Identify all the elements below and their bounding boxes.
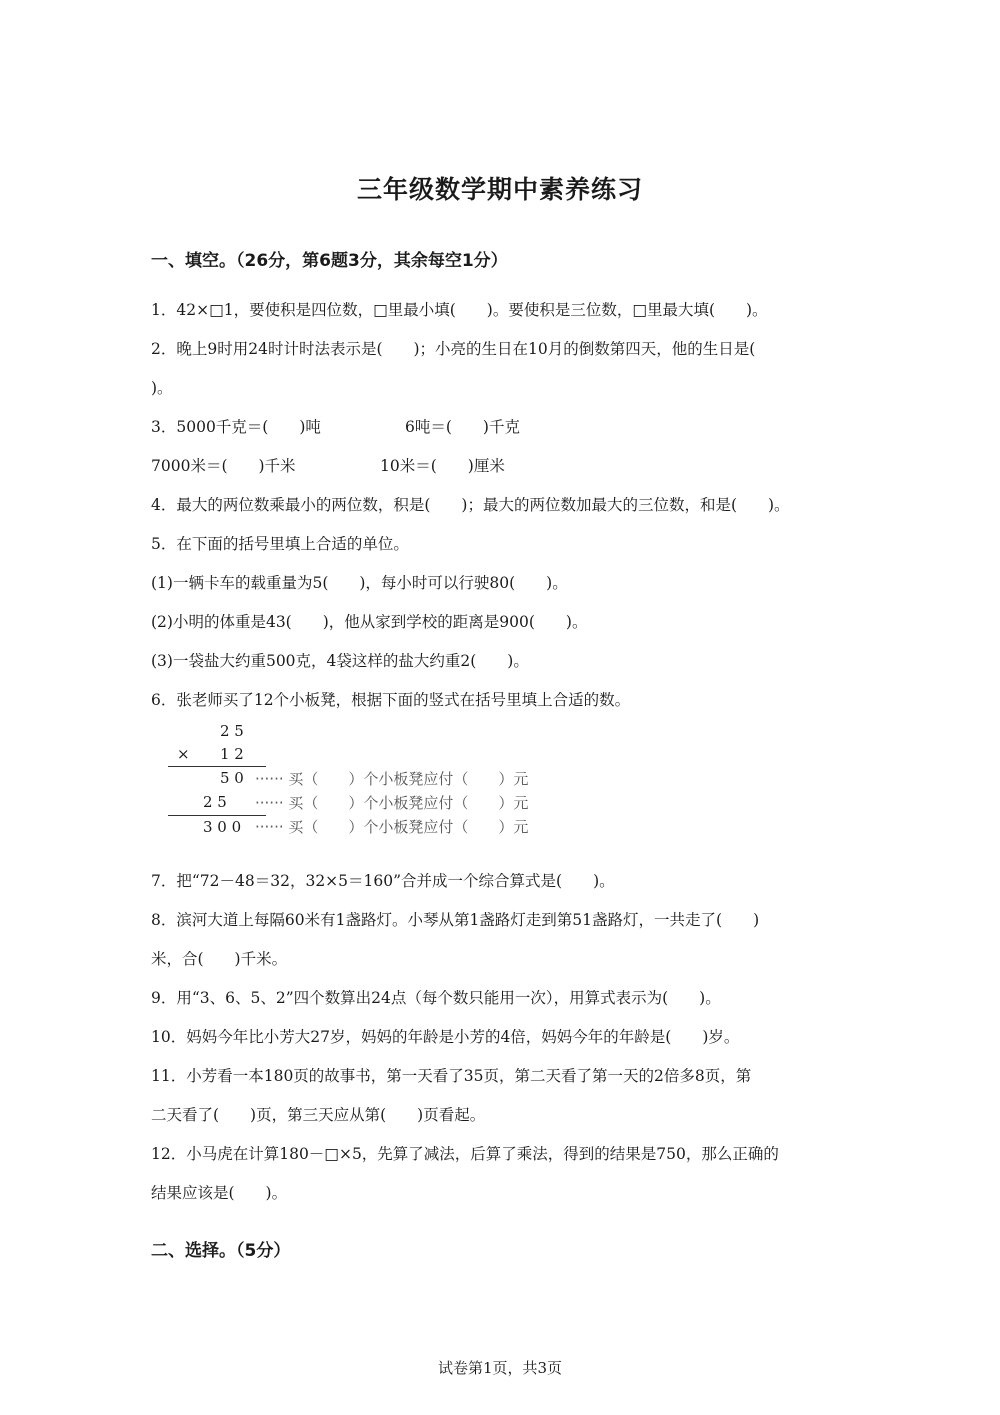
calc-row-multiplicand: 2 5: [220, 722, 244, 740]
question-5-2: (2)小明的体重是43( )，他从家到学校的距离是900( )。: [151, 613, 588, 631]
question-3-b: 6吨＝( )千克: [405, 418, 520, 436]
question-8-cont: 米，合( )千米。: [151, 950, 288, 968]
section-heading-choice: 二、选择。（5分）: [151, 1241, 291, 1261]
question-7: 7．把“72－48＝32，32×5＝160”合并成一个综合算式是( )。: [151, 872, 615, 890]
question-2-cont: )。: [151, 379, 173, 397]
question-1: 1．42×□1，要使积是四位数，□里最小填( )。要使积是三位数，□里最大填( )。: [151, 301, 768, 319]
calc-rule-1: [168, 766, 266, 767]
question-10: 10．妈妈今年比小芳大27岁，妈妈的年龄是小芳的4倍，妈妈今年的年龄是( )岁。: [151, 1028, 740, 1046]
question-3-d: 10米＝( )厘米: [380, 457, 505, 475]
question-6: 6．张老师买了12个小板凳，根据下面的竖式在括号里填上合适的数。: [151, 691, 631, 709]
question-5-3: (3)一袋盐大约重500克，4袋这样的盐大约重2( )。: [151, 652, 529, 670]
question-3-a: 3．5000千克＝( )吨: [151, 418, 321, 436]
calc-row-multiplier: 1 2: [220, 745, 244, 763]
question-9: 9．用“3、6、5、2”四个数算出24点（每个数只能用一次），用算式表示为( )。: [151, 989, 721, 1007]
question-3-c: 7000米＝( )千米: [151, 457, 296, 475]
calc-times-sign: ×: [177, 745, 190, 763]
question-8: 8．滨河大道上每隔60米有1盏路灯。小琴从第1盏路灯走到第51盏路灯，一共走了( ): [151, 911, 760, 929]
calc-row-partial-1: 5 0: [220, 769, 244, 787]
page-title: 三年级数学期中素养练习: [356, 175, 643, 204]
calc-note-2: ······ 买（ ）个小板凳应付（ ）元: [255, 794, 529, 812]
vertical-multiplication: [165, 722, 585, 842]
question-2: 2．晚上9时用24时计时法表示是( )；小亮的生日在10月的倒数第四天，他的生日是(: [151, 340, 756, 358]
section-heading-fill-in: 一、填空。（26分，第6题3分，其余每空1分）: [151, 251, 508, 271]
question-5: 5．在下面的括号里填上合适的单位。: [151, 535, 409, 553]
question-5-1: (1)一辆卡车的载重量为5( )，每小时可以行驶80( )。: [151, 574, 568, 592]
question-11: 11．小芳看一本180页的故事书，第一天看了35页，第二天看了第一天的2倍多8页，第: [151, 1067, 752, 1085]
page-footer: 试卷第1页，共3页: [437, 1359, 563, 1377]
calc-note-3: ······ 买（ ）个小板凳应付（ ）元: [255, 818, 529, 836]
question-4: 4．最大的两位数乘最小的两位数，积是( )；最大的两位数加最大的三位数，和是( )。: [151, 496, 790, 514]
calc-row-product: 3 0 0: [203, 818, 242, 836]
calc-row-partial-2: 2 5: [203, 793, 227, 811]
question-11-cont: 二天看了( )页，第三天应从第( )页看起。: [151, 1106, 486, 1124]
question-12-cont: 结果应该是( )。: [151, 1184, 288, 1202]
calc-note-1: ······ 买（ ）个小板凳应付（ ）元: [255, 770, 529, 788]
calc-rule-2: [168, 815, 266, 816]
question-12: 12．小马虎在计算180－□×5，先算了减法，后算了乘法，得到的结果是750，那么正确的: [151, 1145, 779, 1163]
